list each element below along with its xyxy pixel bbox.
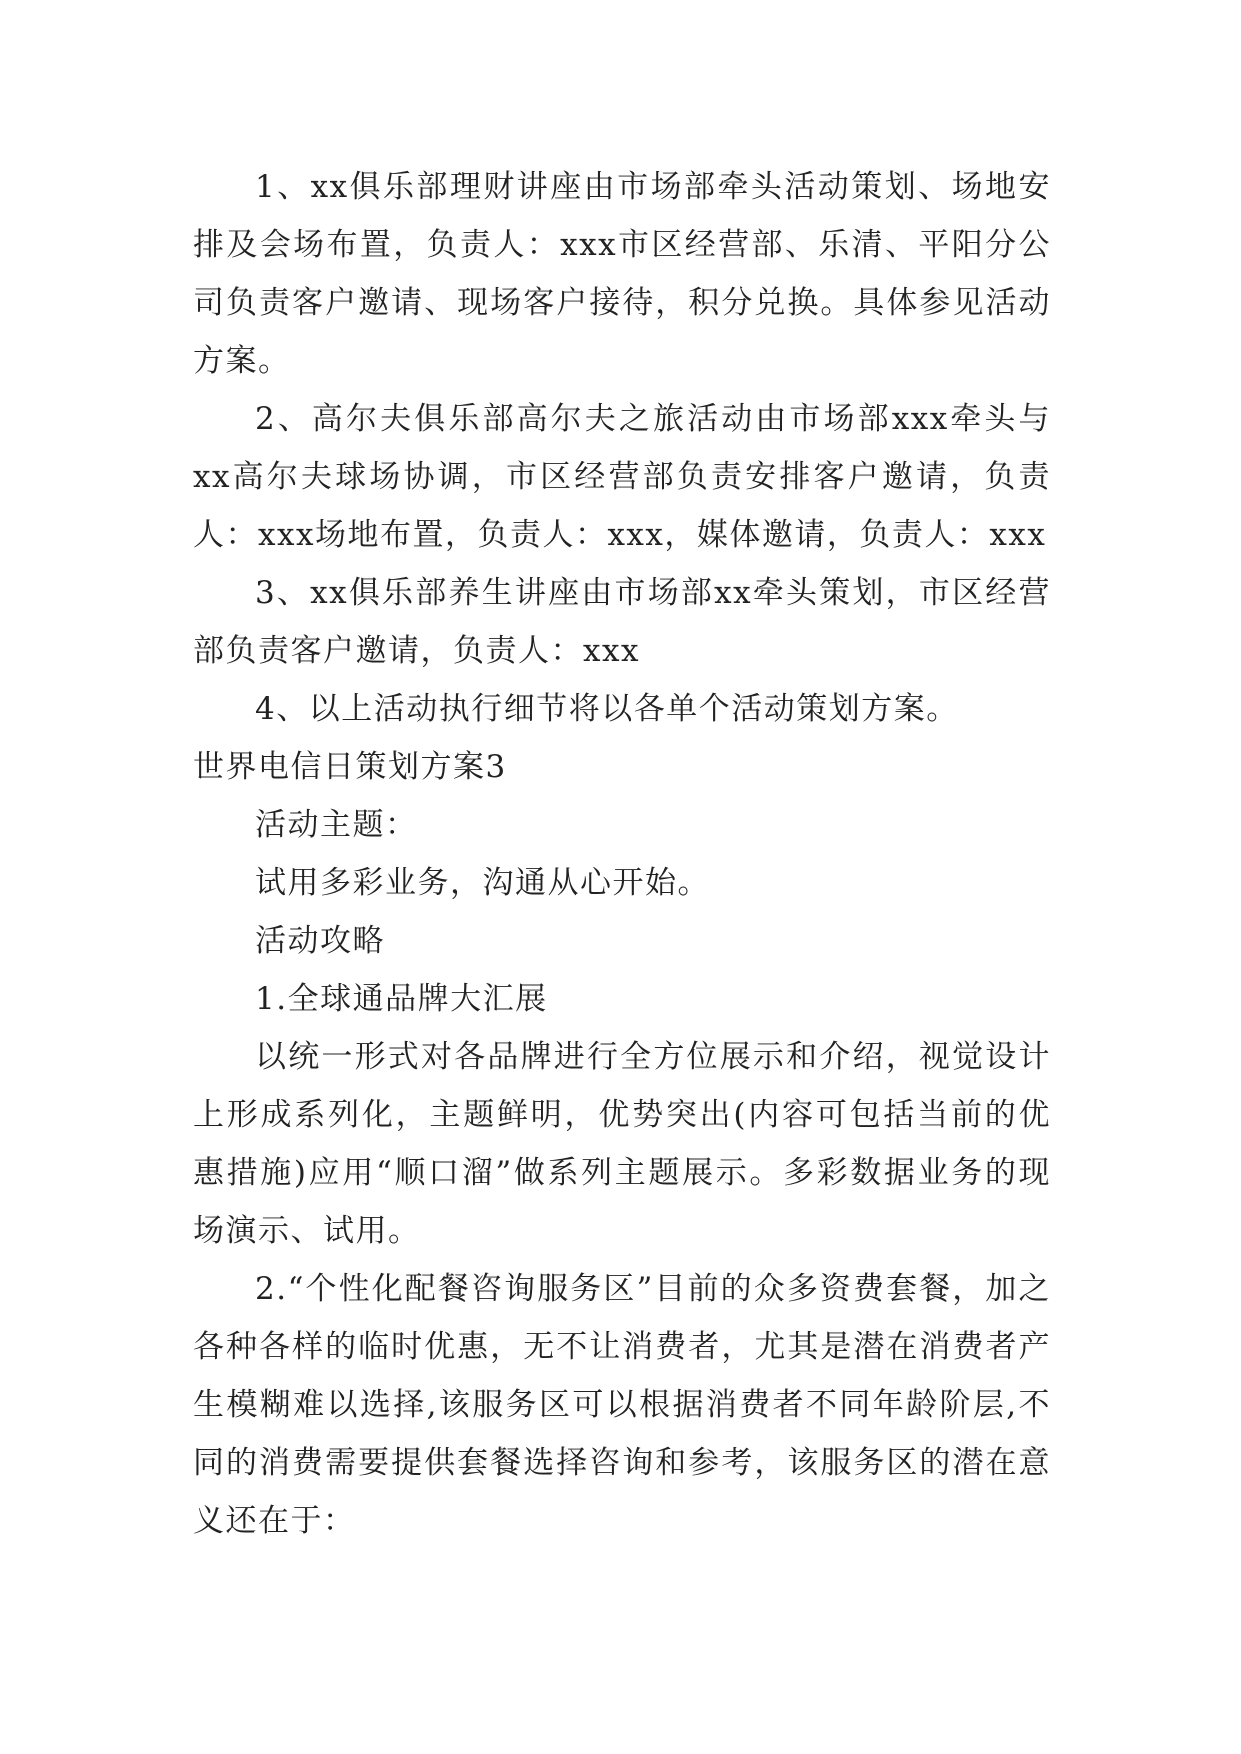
activity-theme-text: 试用多彩业务，沟通从心开始。 bbox=[255, 865, 710, 901]
strategy-item-1-title: 1.全球通品牌大汇展 bbox=[255, 981, 548, 1017]
strategy-item-1-body: 以统一形式对各品牌进行全方位展示和介绍，视觉设计上形成系列化，主题鲜明，优势突出(内容可包括当前的优惠措施)应用“顺口溜”做系列主题展示。多彩数据业务的现场演示、试用。 bbox=[193, 1039, 1051, 1249]
strategy-item-2-body: 2.“个性化配餐咨询服务区”目前的众多资费套餐，加之各种各样的临时优惠，无不让消费者，尤其是潜在消费者产生模糊难以选择,该服务区可以根据消费者不同年龄阶层,不同的消费需要提供套餐选择咨询和参考，该服务区的潜在意义还在于： bbox=[193, 1271, 1051, 1539]
paragraph-item-2: 2、高尔夫俱乐部高尔夫之旅活动由市场部xxx牵头与xx高尔夫球场协调，市区经营部负责安排客户邀请，负责人：xxx场地布置，负责人：xxx，媒体邀请，负责人：xxx bbox=[193, 401, 1051, 553]
paragraph-item-1: 1、xx俱乐部理财讲座由市场部牵头活动策划、场地安排及会场布置，负责人：xxx市区经营部、乐清、平阳分公司负责客户邀请、现场客户接待，积分兑换。具体参见活动方案。 bbox=[193, 169, 1051, 379]
section-heading: 世界电信日策划方案3 bbox=[193, 749, 507, 785]
activity-theme-label: 活动主题： bbox=[255, 807, 418, 843]
activity-strategy-label: 活动攻略 bbox=[255, 923, 385, 959]
paragraph-item-3: 3、xx俱乐部养生讲座由市场部xx牵头策划，市区经营部负责客户邀请，负责人：xxx bbox=[193, 575, 1051, 669]
document-body bbox=[193, 158, 1051, 1550]
paragraph-item-4: 4、以上活动执行细节将以各单个活动策划方案。 bbox=[255, 691, 959, 727]
